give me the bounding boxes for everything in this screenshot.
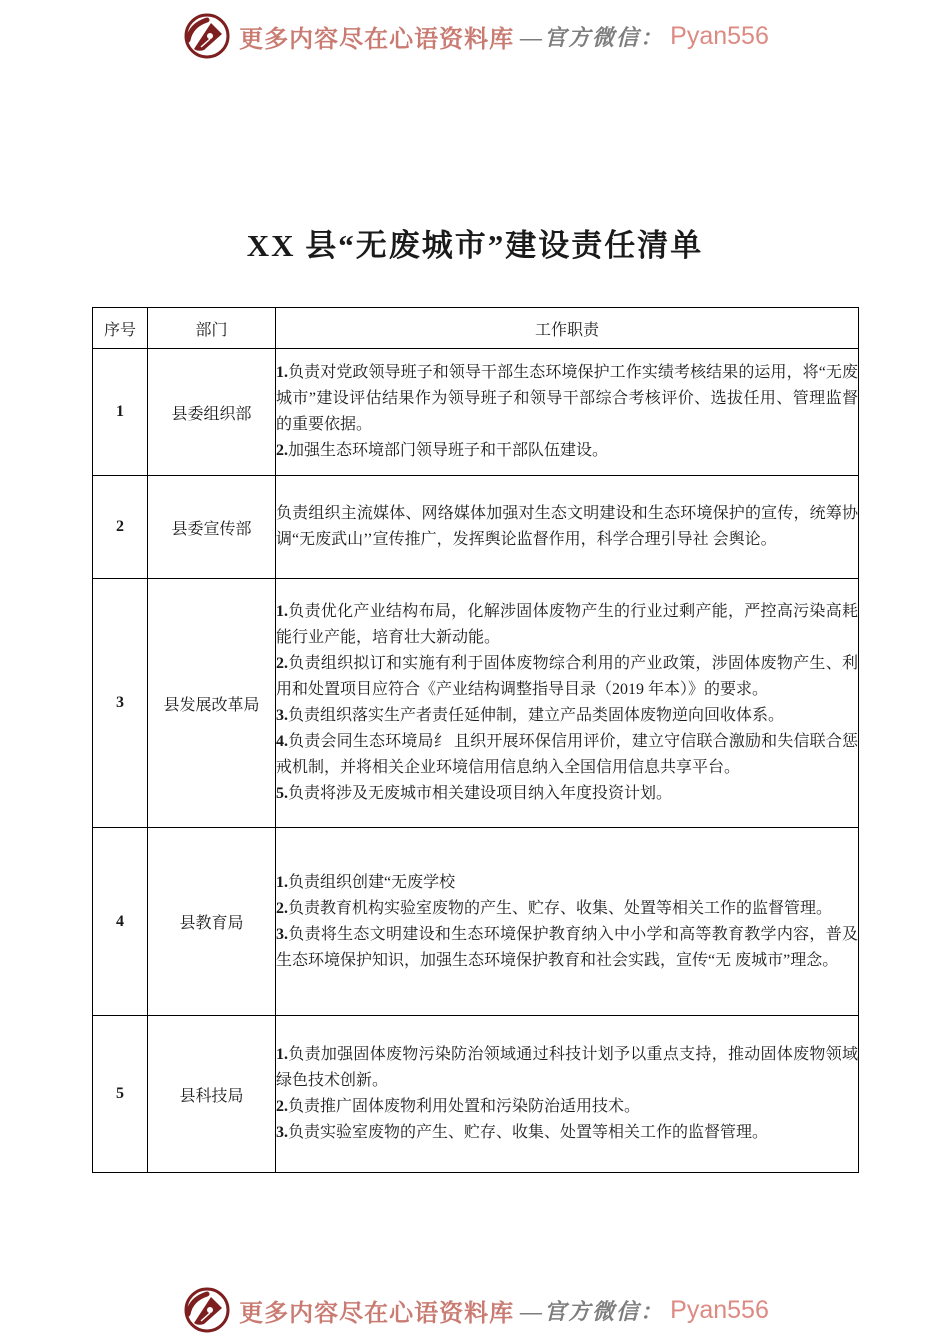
duty-item: 2.负责教育机构实验室废物的产生、贮存、收集、处置等相关工作的监督管理。 [276, 899, 833, 917]
pen-circle-logo-icon [181, 10, 233, 62]
duty-item: 1.负责加强固体废物污染防治领域通过科技计划予以重点支持，推动固体废物领域绿色技术创新。 [276, 1046, 858, 1089]
row-number-cell: 1 [93, 349, 148, 476]
header-banner [0, 10, 950, 62]
duties-cell [276, 828, 859, 1016]
header-cell-dept: 部门 [148, 308, 276, 349]
duty-item-number: 2. [276, 899, 288, 917]
duty-item-number: 1. [276, 873, 288, 891]
duties-cell [276, 579, 859, 828]
responsibility-table [92, 307, 859, 1173]
duty-item: 1.负责对党政领导班子和领导干部生态环境保护工作实绩考核结果的运用，将“无废城市”建设评估结果作为领导班子和领导干部综合考核评价、选拔任用、管理监督的重要依据。 [276, 364, 858, 433]
duty-item: 2.负责组织拟订和实施有利于固体废物综合利用的产业政策，涉固体废物产生、利用和处置项目应符合《产业结构调整指导目录（2019 年本）》的要求。 [276, 655, 858, 698]
row-number-cell: 2 [93, 476, 148, 579]
duty-item: 4.负责会同生态环境局纟 且织开展环保信用评价，建立守信联合激励和失信联合惩戒机制，并将相关企业环境信用信息纳入全国信用信息共享平台。 [276, 733, 858, 776]
duty-item-number: 4. [276, 733, 288, 750]
duty-item-number: 2. [276, 442, 288, 459]
header-cell-duty: 工作职责 [276, 308, 859, 349]
wechat-id: Pyan556 [670, 1295, 769, 1324]
duty-item-number: 1. [276, 603, 288, 620]
duty-item: 2.负责推广固体废物利用处置和污染防治适用技术。 [276, 1098, 641, 1115]
table-header-row [93, 308, 859, 349]
duty-item: 3.负责组织落实生产者责任延伸制，建立产品类固体废物逆向回收体系。 [276, 707, 785, 724]
department-cell: 县委组织部 [148, 349, 276, 476]
duty-item: 负责组织主流媒体、网络媒体加强对生态文明建设和生态环境保护的宣传，统筹协调“无废武山’’宣传推广，发挥舆论监督作用，科学合理引导社 会舆论。 [276, 505, 858, 548]
row-number-cell: 3 [93, 579, 148, 828]
table-row [93, 349, 859, 476]
wechat-label: —官方微信： [520, 24, 665, 50]
duty-item: 1.负责优化产业结构布局，化解涉固体废物产生的行业过剩产能，严控高污染高耗能行业产能，培育壮大新动能。 [276, 603, 858, 646]
footer-banner [0, 1284, 950, 1336]
duty-item-number: 2. [276, 655, 288, 672]
duty-item: 1.负责组织创建“无废学校 [276, 873, 456, 891]
duty-item-number: 5. [276, 785, 288, 802]
brand-text: 更多内容尽在心语资料库 [239, 26, 515, 53]
duty-item: 3.负责实验室废物的产生、贮存、收集、处置等相关工作的监督管理。 [276, 1124, 769, 1141]
table-row [93, 1016, 859, 1173]
department-cell: 县科技局 [148, 1016, 276, 1173]
table-row [93, 579, 859, 828]
duty-item: 5.负责将涉及无废城市相关建设项目纳入年度投资计划。 [276, 785, 673, 802]
duty-item-number: 3. [276, 925, 288, 943]
header-cell-no: 序号 [93, 308, 148, 349]
page-title: XX 县“无废城市”建设责任清单 [246, 228, 704, 263]
row-number-cell: 4 [93, 828, 148, 1016]
duties-cell [276, 349, 859, 476]
department-cell: 县发展改革局 [148, 579, 276, 828]
department-cell: 县委宣传部 [148, 476, 276, 579]
duty-item-number: 3. [276, 707, 288, 724]
duties-cell [276, 1016, 859, 1173]
wechat-label: —官方微信： [520, 1298, 665, 1324]
duty-item-number: 1. [276, 1046, 288, 1063]
pen-circle-logo-icon [181, 1284, 233, 1336]
duty-item-number: 1. [276, 364, 288, 381]
wechat-id: Pyan556 [670, 21, 769, 50]
duty-item-number: 3. [276, 1124, 288, 1141]
duty-item: 2.加强生态环境部门领导班子和干部队伍建设。 [276, 442, 609, 459]
brand-text: 更多内容尽在心语资料库 [239, 1300, 515, 1327]
row-number-cell: 5 [93, 1016, 148, 1173]
table-row [93, 828, 859, 1016]
department-cell: 县教育局 [148, 828, 276, 1016]
duty-item-number: 2. [276, 1098, 288, 1115]
table-row [93, 476, 859, 579]
duties-cell [276, 476, 859, 579]
duty-item: 3.负责将生态文明建设和生态环境保护教育纳入中小学和高等教育教学内容，普及生态环境保护知识，加强生态环境保护教育和社会实践，宣传“无 废城市”理念。 [276, 925, 858, 969]
